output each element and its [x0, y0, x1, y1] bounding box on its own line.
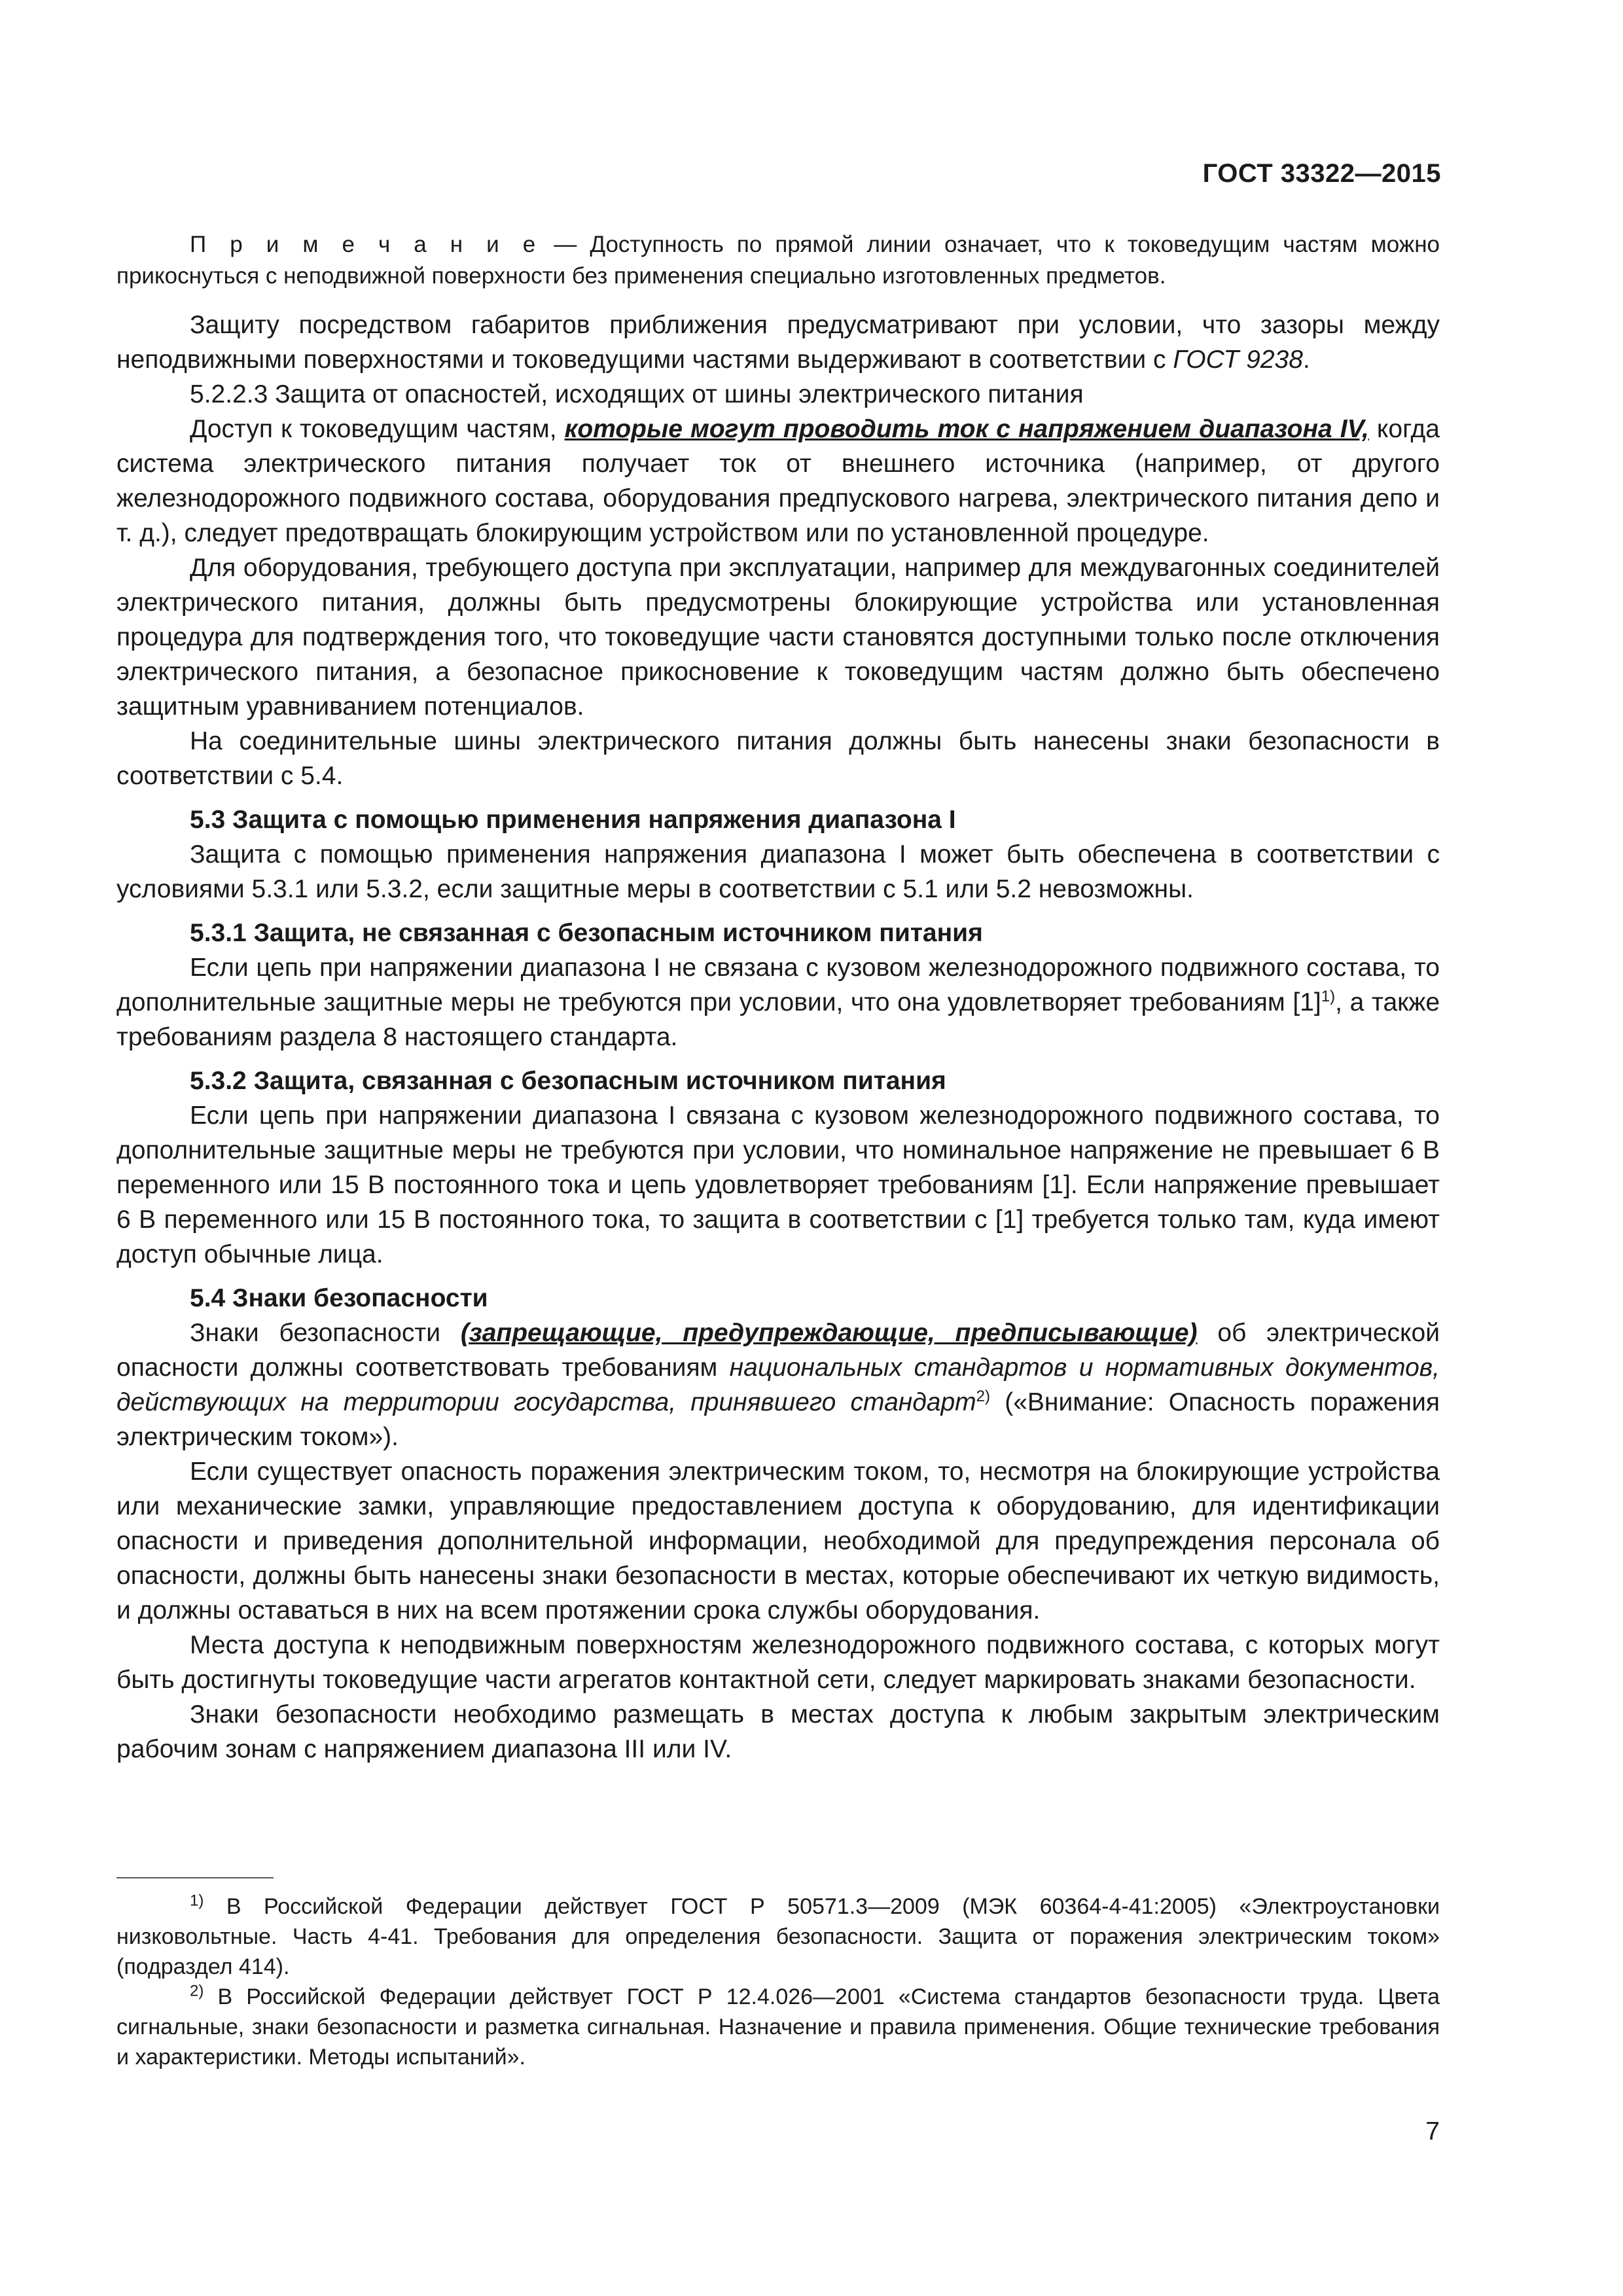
emphasized-text: которые могут проводить ток с напряжением диапазона IV,: [564, 415, 1369, 443]
paragraph-unconnected-circuit: [116, 950, 1440, 1054]
footnote-mark: 1): [190, 1892, 204, 1910]
note-label: П р и м е ч а н и е: [190, 232, 541, 257]
paragraph-safety-signs: [116, 1316, 1440, 1454]
paragraph-text: Доступ к токоведущим частям,: [190, 415, 565, 443]
clause-5-2-2-3-title: 5.2.2.3 Защита от опасностей, исходящих от шины электрического питания: [190, 380, 1084, 408]
paragraph-shock-hazard: Если существует опасность поражения электрическим током, то, несмотря на блокирующие устройства или механические замки, управляющие предоставлением доступа к оборудованию, для идентификации опасности и приведения дополнительной информации, необходимой для предупреждения персонала об опасности, должны быть нанесены знаки безопасности в местах, которые обеспечивают их четкую видимость, и должны оставаться в них на всем протяжении срока службы оборудования.: [116, 1458, 1440, 1624]
footnote-ref-2[interactable]: 2): [976, 1388, 990, 1405]
paragraph-work-zones: Знаки безопасности необходимо размещать в местах доступа к любым закрытым электрическим рабочим зонам с напряжением диапазона III или IV.: [116, 1700, 1440, 1763]
footnote-divider: [116, 1877, 274, 1878]
footnote-ref-1[interactable]: 1): [1321, 988, 1336, 1005]
footnotes: [116, 1892, 1440, 2072]
section-5-3-1-heading: 5.3.1 Защита, не связанная с безопасным источником питания: [190, 919, 983, 947]
paragraph-text: об электрической опасности должны соответствовать требованиям: [116, 1319, 1440, 1382]
page-number: 7: [1425, 2117, 1440, 2145]
standard-reference-link[interactable]: ГОСТ 9238: [1173, 346, 1303, 374]
paragraph-clearances: [116, 308, 1440, 377]
paragraph-text: Если цепь при напряжении диапазона I не связана с кузовом железнодорожного подвижного состава, то дополнительные защитные меры не требуются при условии, что она удовлетворяет требованиям [1]: [116, 954, 1440, 1016]
paragraph-end: («Внимание: Опасность поражения электрическим током»).: [116, 1388, 1440, 1451]
section-5-4-heading: 5.4 Знаки безопасности: [190, 1284, 488, 1312]
italic-text: национальных стандартов и нормативных документов, действующих на территории государства, принявшего стандарт: [116, 1354, 1440, 1416]
paragraph-busbar-signs: На соединительные шины электрического питания должны быть нанесены знаки безопасности в соответствии с 5.4.: [116, 727, 1440, 790]
paragraph-end: .: [1302, 346, 1310, 374]
paragraph-voltage-range-i: Защита с помощью применения напряжения диапазона I может быть обеспечена в соответствии с условиями 5.3.1 или 5.3.2, если защитные меры в соответствии с 5.1 или 5.2 невозможны.: [116, 840, 1440, 903]
section-5-3-2-heading: 5.3.2 Защита, связанная с безопасным источником питания: [190, 1067, 946, 1095]
paragraph-access-points: Места доступа к неподвижным поверхностям железнодорожного подвижного состава, с которых могут быть достигнуты токоведущие части агрегатов контактной сети, следует маркировать знаками безопасности.: [116, 1631, 1440, 1694]
footnote-2: [116, 1982, 1440, 2072]
note-text: — Доступность по прямой линии означает, что к токоведущим частям можно прикоснуться с неподвижной поверхности без применения специально изготовленных предметов.: [116, 232, 1440, 289]
emphasized-text: (запрещающие, предупреждающие, предписывающие): [460, 1319, 1198, 1347]
paragraph-end: когда система электрического питания получает ток от внешнего источника (например, от другого железнодорожного подвижного состава, оборудования предпускового нагрева, электрического питания депо и т. д.), следует предотвращать блокирующим устройством или по установленной процедуре.: [116, 415, 1440, 547]
paragraph-access-live-parts: [116, 412, 1440, 550]
footnote-1: [116, 1892, 1440, 1982]
paragraph-interlocks: Для оборудования, требующего доступа при эксплуатации, например для междувагонных соединителей электрического питания, должны быть предусмотрены блокирующие устройства или установленная процедура для подтверждения того, что токоведущие части становятся доступными только после отключения электрического питания, а безопасное прикосновение к токоведущим частям должно быть обеспечено защитным уравниванием потенциалов.: [116, 554, 1440, 721]
section-5-3-heading: 5.3 Защита с помощью применения напряжения диапазона I: [190, 806, 956, 834]
page-body: [116, 229, 1440, 1767]
footnote-text: В Российской Федерации действует ГОСТ Р 12.4.026—2001 «Система стандартов безопасности труда. Цвета сигнальные, знаки безопасности и разметка сигнальная. Назначение и правила применения. Общие технические требования и характеристики. Методы испытаний».: [116, 1984, 1440, 2070]
document-code-header: ГОСТ 33322—2015: [1202, 159, 1441, 188]
note-paragraph: [116, 229, 1440, 292]
footnote-mark: 2): [190, 1982, 204, 2000]
paragraph-end: , а также требованиям раздела 8 настоящего стандарта.: [116, 988, 1440, 1051]
paragraph-text: Знаки безопасности: [190, 1319, 461, 1347]
footnote-text: В Российской Федерации действует ГОСТ Р 50571.3—2009 (МЭК 60364-4-41:2005) «Электроустановки низковольтные. Часть 4-41. Требования для определения безопасности. Защита от поражения электрическим током» (подраздел 414).: [116, 1894, 1440, 1979]
paragraph-text: Защиту посредством габаритов приближения предусматривают при условии, что зазоры между неподвижными поверхностями и токоведущими частями выдерживают в соответствии с: [116, 311, 1440, 374]
paragraph-connected-circuit: Если цепь при напряжении диапазона I связана с кузовом железнодорожного подвижного состава, то дополнительные защитные меры не требуются при условии, что номинальное напряжение не превышает 6 В переменного или 15 В постоянного тока и цепь удовлетворяет требованиям [1]. Если напряжение превышает 6 В переменного или 15 В постоянного тока, то защита в соответствии с [1] требуется только там, куда имеют доступ обычные лица.: [116, 1102, 1440, 1268]
